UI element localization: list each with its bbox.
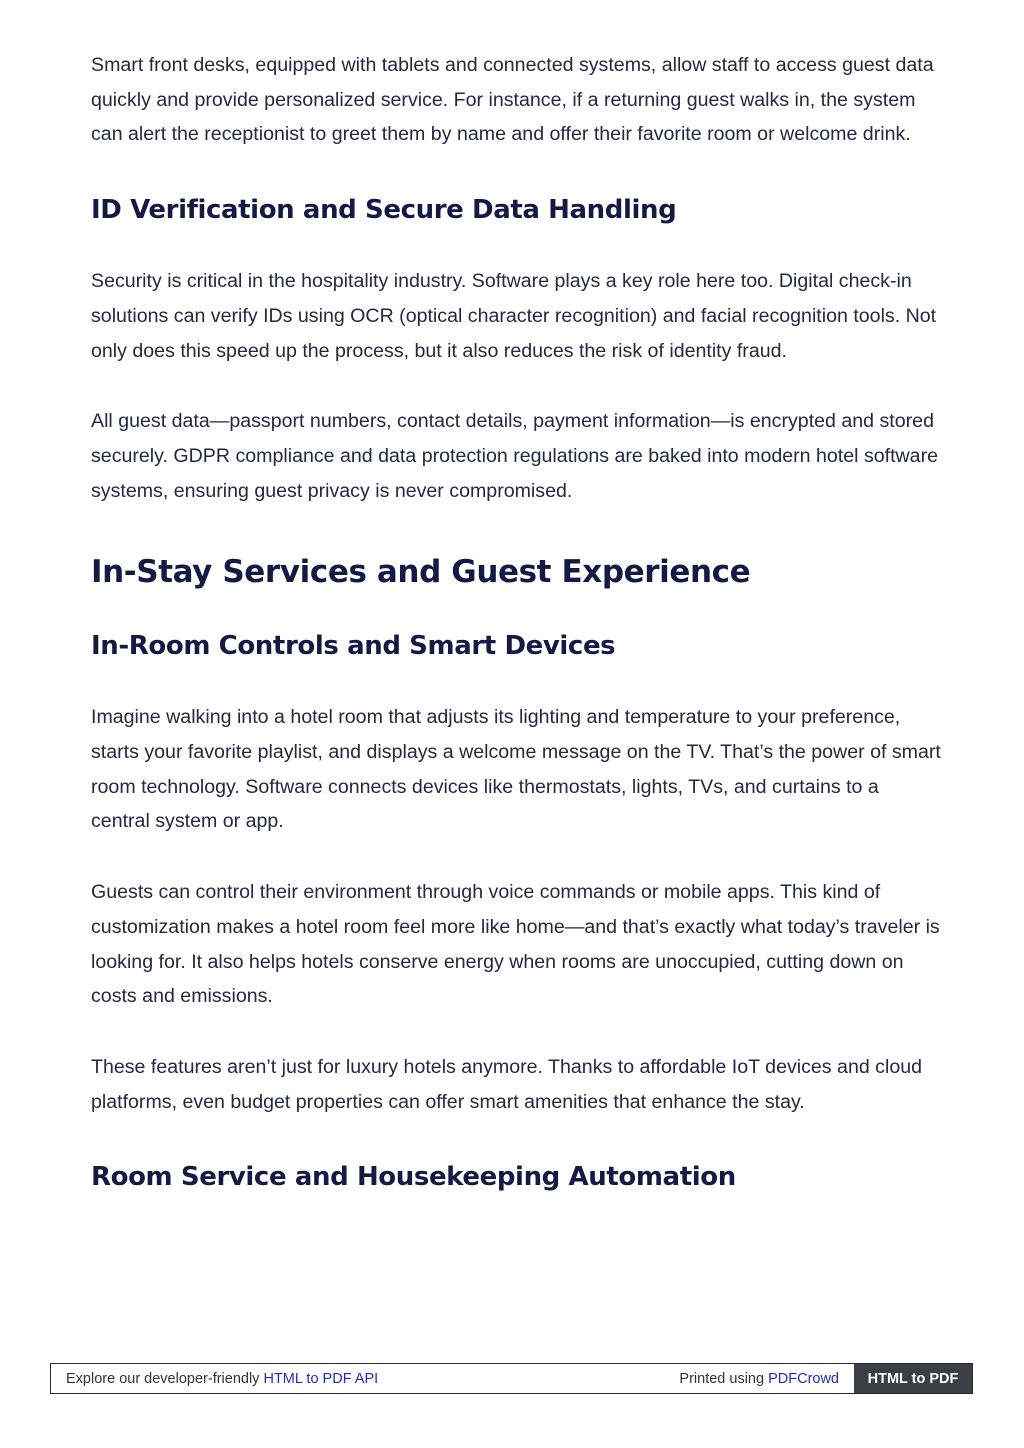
footer-printed-text: Printed using <box>679 1370 769 1387</box>
heading-in-room-controls: In-Room Controls and Smart Devices <box>91 631 616 662</box>
paragraph-security-critical: Security is critical in the hospitality industry. Software plays a key role here too. Digital check-in solutions can verify IDs using OCR (optical character recognition) and facial recognition tools. Not only does this speed up the process, but it also reduces the risk of identity fraud. <box>91 270 937 362</box>
heading-in-stay-services: In-Stay Services and Guest Experience <box>91 554 751 591</box>
footer-explore <box>51 1364 679 1393</box>
html-to-pdf-api-link[interactable]: HTML to PDF API <box>263 1370 379 1387</box>
html-to-pdf-badge[interactable]: HTML to PDF <box>854 1364 972 1393</box>
paragraph-smart-room-technology: Imagine walking into a hotel room that adjusts its lighting and temperature to your preference, starts your favorite playlist, and displays a welcome message on the TV. That’s the power of smart room technology. Software connects devices like thermostats, lights, TVs, and curtains to a central system or app. <box>91 706 941 833</box>
paragraph-guest-control: Guests can control their environment through voice commands or mobile apps. This kind of customization makes a hotel room feel more like home—and that’s exactly what today’s traveler is looking for. It also helps hotels conserve energy when rooms are unoccupied, cutting down on costs and emissions. <box>91 881 940 1008</box>
pdfcrowd-link[interactable]: PDFCrowd <box>768 1370 839 1387</box>
footer-explore-text: Explore our developer-friendly <box>66 1370 264 1387</box>
heading-room-service: Room Service and Housekeeping Automation <box>91 1162 736 1193</box>
footer-printed-using <box>679 1364 854 1393</box>
paragraph-guest-data-encrypted: All guest data—passport numbers, contact details, payment information—is encrypted and stored securely. GDPR compliance and data protection regulations are baked into modern hotel software systems, ensuring guest privacy is never compromised. <box>91 410 938 502</box>
article-body <box>91 48 941 1195</box>
paragraph-smart-front-desks: Smart front desks, equipped with tablets and connected systems, allow staff to access guest data quickly and provide personalized service. For instance, if a returning guest walks in, the system can alert the receptionist to greet them by name and offer their favorite room or welcome drink. <box>91 54 934 146</box>
paragraph-budget-properties: These features aren’t just for luxury hotels anymore. Thanks to affordable IoT devices and cloud platforms, even budget properties can offer smart amenities that enhance the stay. <box>91 1055 923 1113</box>
heading-id-verification: ID Verification and Secure Data Handling <box>91 195 677 226</box>
pdfcrowd-footer-bar <box>50 1363 973 1394</box>
